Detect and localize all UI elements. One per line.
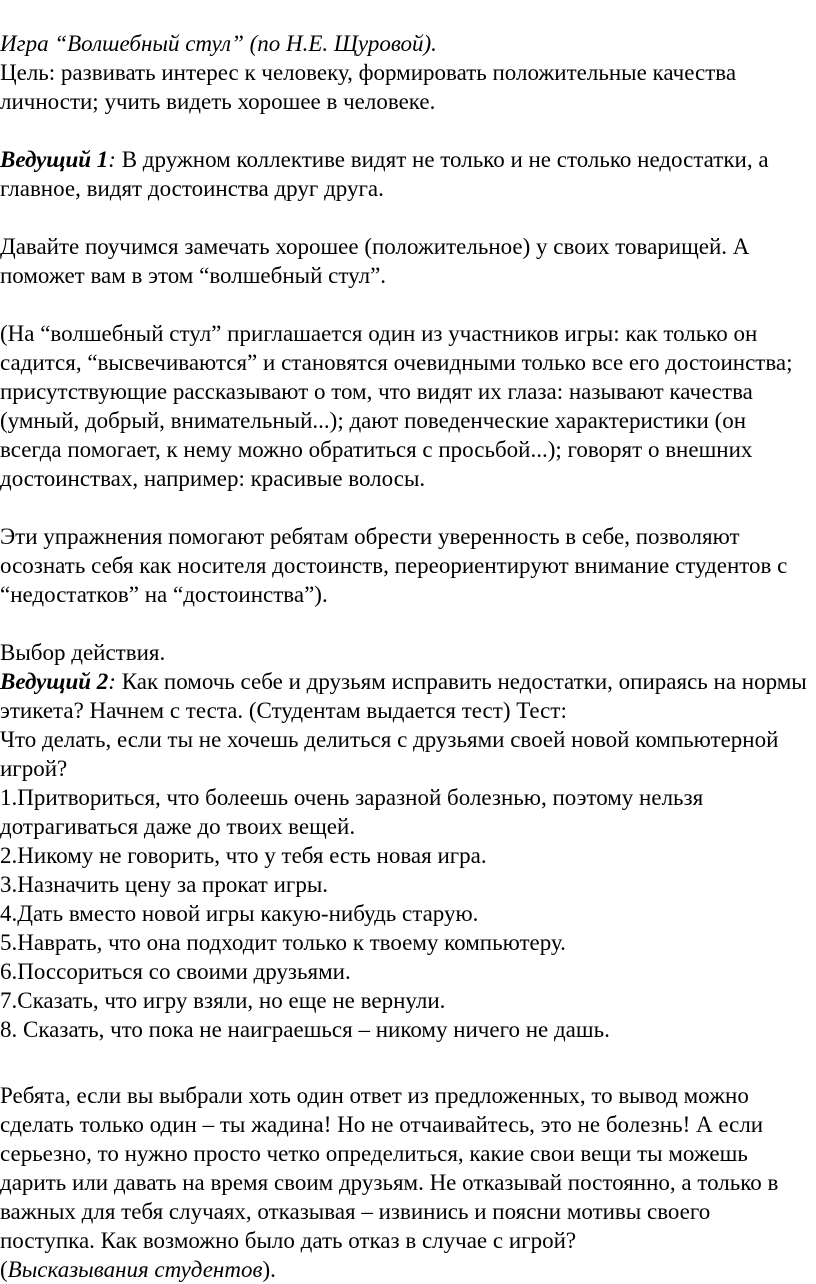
- host1-text: В дружном коллективе видят не только и не столько недостатки, а главное, видят достоинства друг друга.: [0, 147, 769, 201]
- choice-heading: Выбор действия.: [0, 640, 166, 665]
- host2-colon: :: [108, 669, 116, 694]
- goal-paragraph: Цель: развивать интерес к человеку, формировать положительные качества личности; учить видеть хорошее в человеке.: [0, 60, 737, 114]
- test-option: 7.Сказать, что игру взяли, но еще не вернули.: [0, 988, 446, 1013]
- closing-line: [0, 1255, 808, 1284]
- student-statements: Высказывания студентов: [7, 1257, 263, 1282]
- test-option: 4.Дать вместо новой игры какую-нибудь старую.: [0, 901, 479, 926]
- closing-open: (: [0, 1257, 8, 1282]
- document-title: Игра “Волшебный стул” (по Н.Е. Щуровой).: [0, 31, 437, 56]
- test-option: 1.Притвориться, что болеешь очень заразной болезнью, поэтому нельзя дотрагиваться даже до твоих вещей.: [0, 785, 704, 839]
- host2-text: Как помочь себе и друзьям исправить недостатки, опираясь на нормы этикета? Начнем с теста. (Студентам выдается тест) Тест:: [0, 669, 807, 723]
- host1-paragraph: [0, 145, 808, 203]
- test-option: 5.Наврать, что она подходит только к твоему компьютеру.: [0, 930, 566, 955]
- host1-label: Ведущий 1: [0, 147, 109, 172]
- host1-colon: :: [108, 147, 116, 172]
- host2-paragraph: [0, 667, 808, 725]
- magic-chair-paragraph: (На “волшебный стул” приглашается один из участников игры: как только он садится, “высвечиваются” и становятся очевидными только все его достоинства; присутствующие рассказывают о том, что видят их глаза: называют качества (умный, добрый, внимательный...); дают поведенческие характеристики (он всегда помогает, к нему можно обратиться с просьбой...); говорят о внешних достоинствах, например: красивые волосы.: [0, 321, 793, 491]
- conclusion-paragraph: Ребята, если вы выбрали хоть один ответ из предложенных, то вывод можно сделать только один – ты жадина! Но не отчаивайтесь, это не болезнь! А если серьезно, то нужно просто четко определиться, какие свои вещи ты можешь дарить или давать на время своим друзьям. Не отказывай постоянно, а только в важных для тебя случаях, отказывая – извинись и поясни мотивы своего поступка. Как возможно было дать отказ в случае с игрой?: [0, 1083, 779, 1253]
- learn-paragraph: Давайте поучимся замечать хорошее (положительное) у своих товарищей. А поможет вам в этом “волшебный стул”.: [0, 234, 750, 288]
- exercises-paragraph: Эти упражнения помогают ребятам обрести уверенность в себе, позволяют осознать себя как носителя достоинств, переориентируют внимание студентов с “недостатков” на “достоинства”).: [0, 524, 788, 607]
- host2-label: Ведущий 2: [0, 669, 109, 694]
- test-option: 8. Сказать, что пока не наиграешься – никому ничего не дашь.: [0, 1017, 610, 1042]
- test-option: 3.Назначить цену за прокат игры.: [0, 872, 329, 897]
- test-question: Что делать, если ты не хочешь делиться с друзьями своей новой компьютерной игрой?: [0, 727, 779, 781]
- closing-close: ).: [262, 1257, 276, 1282]
- test-option: 2.Никому не говорить, что у тебя есть новая игра.: [0, 843, 487, 868]
- test-option: 6.Поссориться со своими друзьями.: [0, 959, 351, 984]
